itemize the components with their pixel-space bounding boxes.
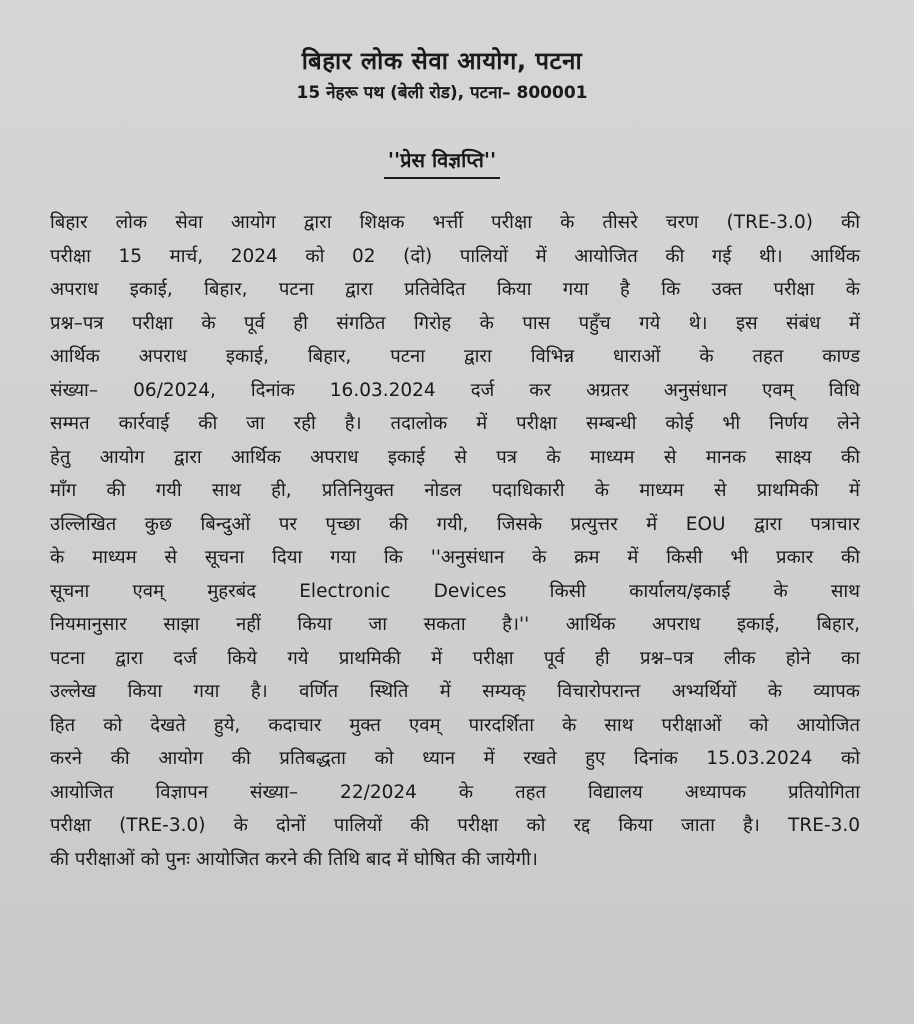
body-line: आयोजित विज्ञापन संख्या– 22/2024 के तहत विद्यालय अध्यापक प्रतियोगिता [50,781,860,803]
body-line: हित को देखते हुये, कदाचार मुक्त एवम् पारदर्शिता के साथ परीक्षाओं को आयोजित [50,714,860,736]
body-line: परीक्षा 15 मार्च, 2024 को 02 (दो) पालियों में आयोजित की गई थी। आर्थिक [50,245,860,267]
body-line: संख्या– 06/2024, दिनांक 16.03.2024 दर्ज कर अग्रतर अनुसंधान एवम् विधि [50,379,860,401]
press-release-title-text: ''प्रेस विज्ञप्ति'' [384,146,500,179]
body-line: प्रश्न–पत्र परीक्षा के पूर्व ही संगठित गिरोह के पास पहुँच गये थे। इस संबंध में [50,312,860,334]
body-line: माँग की गयी साथ ही, प्रतिनियुक्त नोडल पदाधिकारी के माध्यम से प्राथमिकी में [50,480,860,501]
body-line: सूचना एवम् मुहरबंद Electronic Devices किसी कार्यालय/इकाई के साथ [50,580,860,602]
body-line: पटना द्वारा दर्ज किये गये प्राथमिकी में परीक्षा पूर्व ही प्रश्न–पत्र लीक होने का [50,647,860,669]
body-line: उल्लिखित कुछ बिन्दुओं पर पृच्छा की गयी, जिसके प्रत्युत्तर में EOU द्वारा पत्राचार [50,513,860,535]
organization-name: बिहार लोक सेवा आयोग, पटना [301,47,583,75]
body-line: करने की आयोग की प्रतिबद्धता को ध्यान में रखते हुए दिनांक 15.03.2024 को [50,748,860,769]
press-release-title [0,146,884,179]
body-line: की परीक्षाओं को पुनः आयोजित करने की तिथि बाद में घोषित की जायेगी। [50,848,538,870]
body-line: आर्थिक अपराध इकाई, बिहार, पटना द्वारा विभिन्न धाराओं के तहत काण्ड [50,346,860,367]
body-line: अपराध इकाई, बिहार, पटना द्वारा प्रतिवेदित किया गया है कि उक्त परीक्षा के [50,279,860,300]
body-line: नियमानुसार साझा नहीं किया जा सकता है।'' आर्थिक अपराध इकाई, बिहार, [50,614,860,635]
body-line: बिहार लोक सेवा आयोग द्वारा शिक्षक भर्त्ती परीक्षा के तीसरे चरण (TRE-3.0) की [50,212,860,233]
body-line: सम्मत कार्रवाई की जा रही है। तदालोक में परीक्षा सम्बन्धी कोई भी निर्णय लेने [50,413,860,434]
body-line: के माध्यम से सूचना दिया गया कि ''अनुसंधान के क्रम में किसी भी प्रकार की [50,547,860,568]
body-line: हेतु आयोग द्वारा आर्थिक अपराध इकाई से पत्र के माध्यम से मानक साक्ष्य की [50,446,860,468]
organization-address: 15 नेहरू पथ (बेली रोड), पटना– 800001 [296,83,588,103]
body-line: उल्लेख किया गया है। वर्णित स्थिति में सम्यक् विचारोपरान्त अभ्यर्थियों के व्यापक [50,681,860,702]
press-release-body [50,206,860,876]
body-line: परीक्षा (TRE-3.0) के दोनों पालियों की परीक्षा को रद्द किया जाता है। TRE-3.0 [50,815,860,836]
